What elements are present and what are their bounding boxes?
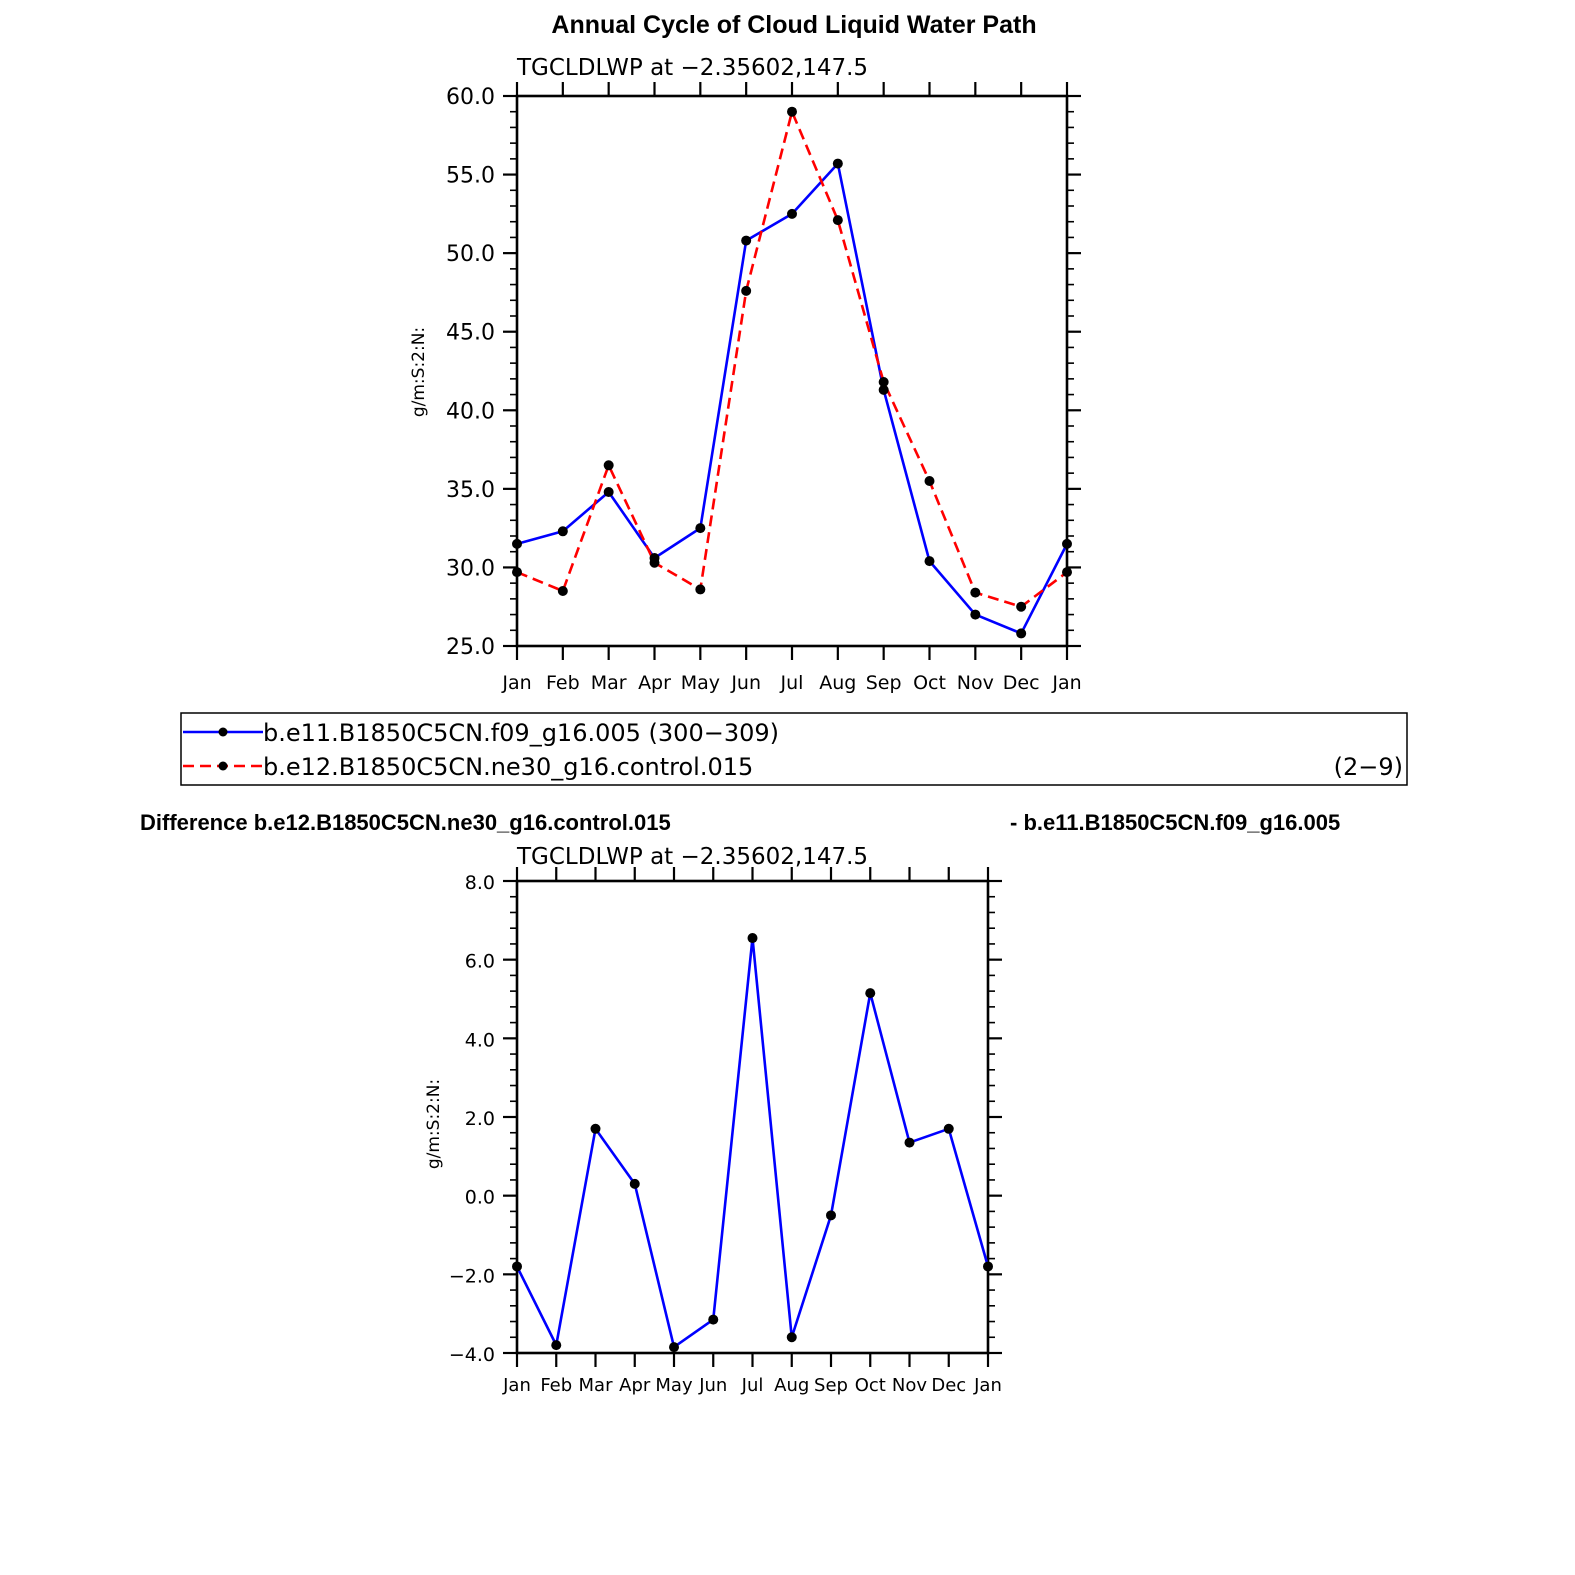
bottom-data-point	[669, 1342, 679, 1352]
bottom-data-point	[708, 1315, 718, 1325]
legend	[181, 713, 1407, 785]
difference-title-left: Difference b.e12.B1850C5CN.ne30_g16.control.015	[140, 810, 671, 835]
bottom-x-tick-label: Feb	[540, 1375, 573, 1396]
top-x-tick-label: Jan	[502, 672, 532, 694]
top-data-point	[833, 159, 843, 169]
top-x-tick-label: Sep	[865, 672, 902, 694]
top-y-tick-label: 30.0	[446, 556, 495, 582]
bottom-plot-frame	[517, 881, 988, 1353]
top-data-point	[1016, 602, 1026, 612]
top-data-point	[787, 209, 797, 219]
top-x-tick-label: Jul	[780, 672, 804, 694]
top-data-point	[1062, 567, 1072, 577]
top-data-point	[650, 558, 660, 568]
top-y-tick-label: 25.0	[446, 635, 495, 660]
top-x-tick-label: Nov	[956, 672, 994, 694]
legend-suffix: (2−9)	[1333, 753, 1403, 781]
bottom-plot-area	[449, 867, 1002, 1396]
top-y-tick-label: 40.0	[446, 399, 495, 425]
top-data-point	[925, 476, 935, 486]
top-y-tick-label: 55.0	[446, 163, 495, 189]
top-x-tick-label: Feb	[546, 672, 580, 694]
top-data-point	[925, 556, 935, 566]
top-series-line	[517, 112, 1067, 607]
bottom-data-point	[512, 1261, 522, 1271]
bottom-data-point	[748, 933, 758, 943]
top-x-tick-label: May	[680, 672, 720, 694]
top-y-tick-label: 35.0	[446, 477, 495, 503]
top-data-point	[1062, 539, 1072, 549]
bottom-x-tick-label: Dec	[931, 1375, 967, 1396]
top-series-line	[517, 164, 1067, 634]
bottom-y-tick-label: 0.0	[464, 1186, 495, 1209]
top-x-tick-label: Jan	[1052, 672, 1082, 694]
bottom-y-tick-label: 6.0	[464, 950, 495, 973]
annual-cycle-chart	[409, 55, 1082, 694]
bottom-x-tick-label: Apr	[619, 1375, 651, 1396]
top-x-tick-label: Aug	[819, 672, 857, 694]
bottom-y-tick-label: −4.0	[448, 1344, 495, 1366]
bottom-data-point	[944, 1124, 954, 1134]
bottom-x-tick-label: May	[655, 1375, 693, 1396]
top-data-point	[695, 584, 705, 594]
top-x-tick-label: Mar	[590, 672, 627, 694]
top-data-point	[879, 377, 889, 387]
bottom-y-tick-label: −2.0	[448, 1265, 495, 1288]
bottom-y-tick-label: 8.0	[464, 872, 495, 894]
legend-marker	[219, 762, 228, 771]
top-data-point	[512, 567, 522, 577]
top-y-tick-label: 45.0	[446, 320, 495, 346]
top-data-point	[970, 588, 980, 598]
top-plot-area	[446, 82, 1082, 694]
bottom-x-tick-label: Jun	[699, 1375, 728, 1396]
top-y-tick-label: 60.0	[446, 85, 495, 110]
top-x-tick-label: Dec	[1002, 672, 1040, 694]
legend-label: b.e12.B1850C5CN.ne30_g16.control.015	[263, 753, 754, 781]
bottom-x-tick-label: Jan	[503, 1375, 531, 1396]
difference-chart	[424, 844, 1002, 1396]
bottom-data-point	[983, 1261, 993, 1271]
top-y-tick-label: 50.0	[446, 242, 495, 268]
bottom-y-tick-label: 4.0	[464, 1029, 495, 1052]
main-title: Annual Cycle of Cloud Liquid Water Path	[551, 11, 1037, 39]
bottom-y-tick-label: 2.0	[464, 1108, 495, 1130]
bottom-x-tick-label: Nov	[891, 1375, 928, 1396]
top-x-tick-label: Apr	[638, 672, 671, 694]
bottom-x-tick-label: Jul	[741, 1375, 764, 1396]
bottom-x-tick-label: Aug	[774, 1375, 810, 1396]
bottom-x-tick-label: Mar	[578, 1375, 613, 1396]
top-data-point	[741, 236, 751, 246]
bottom-data-point	[787, 1332, 797, 1342]
top-data-point	[833, 215, 843, 225]
difference-title-right: - b.e11.B1850C5CN.f09_g16.005	[1010, 810, 1341, 835]
bottom-data-point	[591, 1124, 601, 1134]
bottom-chart-ylabel: g/m:S:2:N:	[424, 1078, 444, 1170]
top-data-point	[741, 286, 751, 296]
top-data-point	[695, 523, 705, 533]
legend-label: b.e11.B1850C5CN.f09_g16.005 (300−309)	[263, 719, 779, 747]
top-chart-ylabel: g/m:S:2:N:	[409, 326, 429, 418]
top-data-point	[970, 610, 980, 620]
bottom-series-line	[517, 938, 988, 1347]
bottom-data-point	[630, 1179, 640, 1189]
top-data-point	[1016, 628, 1026, 638]
legend-entry	[183, 753, 1403, 781]
top-data-point	[558, 586, 568, 596]
bottom-data-point	[551, 1340, 561, 1350]
legend-marker	[219, 728, 228, 737]
bottom-x-tick-label: Jan	[974, 1375, 1002, 1396]
top-data-point	[512, 539, 522, 549]
top-x-tick-label: Jun	[731, 672, 762, 694]
bottom-data-point	[905, 1138, 915, 1148]
bottom-chart-subtitle: TGCLDLWP at −2.35602,147.5	[517, 844, 869, 870]
top-data-point	[604, 460, 614, 470]
bottom-x-tick-label: Oct	[854, 1375, 886, 1396]
legend-entry	[183, 719, 779, 747]
top-chart-subtitle: TGCLDLWP at −2.35602,147.5	[517, 55, 869, 81]
top-plot-frame	[517, 96, 1067, 646]
top-data-point	[558, 526, 568, 536]
bottom-data-point	[865, 988, 875, 998]
top-data-point	[604, 487, 614, 497]
bottom-x-tick-label: Sep	[814, 1375, 848, 1396]
top-x-tick-label: Oct	[913, 672, 946, 694]
bottom-data-point	[826, 1210, 836, 1220]
top-data-point	[787, 107, 797, 117]
